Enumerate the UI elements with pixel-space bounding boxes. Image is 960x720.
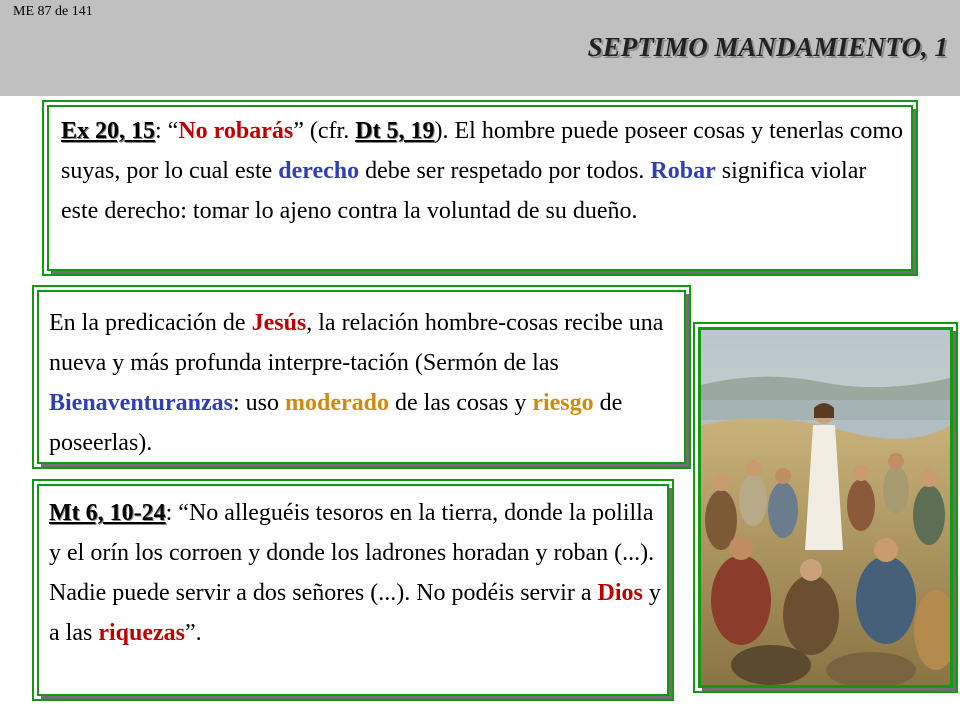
- scripture-ref-matthew[interactable]: Mt 6, 10-24: [49, 500, 166, 526]
- painting-image: [701, 330, 950, 685]
- scripture-ref-exodus[interactable]: Ex 20, 15: [61, 118, 156, 144]
- scripture-ref-deuteronomy[interactable]: Dt 5, 19: [355, 118, 435, 144]
- jesus-teaching-box: [37, 290, 686, 464]
- keyword-derecho: derecho: [278, 158, 360, 184]
- commandment-text: Ex 20, 15: “No robarás” (cfr. Dt 5, 19). El hombre puede poseer cosas y tenerlas como suyas, por lo cual este derecho debe ser respetado por todos. Robar significa violar este derecho: tomar lo ajeno contra la voluntad de su dueño.: [61, 118, 904, 224]
- keyword-moderado: moderado: [285, 390, 390, 416]
- header-bar: [0, 0, 960, 96]
- keyword-dios: Dios: [597, 580, 643, 606]
- keyword-bienaventuranzas: Bienaventuranzas: [49, 390, 234, 416]
- sermon-on-the-mount-painting: [698, 327, 953, 688]
- keyword-riquezas: riquezas: [98, 620, 185, 646]
- keyword-riesgo: riesgo: [532, 390, 594, 416]
- quote-no-robaras: No robarás: [178, 118, 294, 144]
- keyword-robar: Robar: [650, 158, 716, 184]
- matthew-quote-text: Mt 6, 10-24: “No alleguéis tesoros en la tierra, donde la polilla y el orín los corroen y donde los ladrones horadan y roban (...). Nadie puede servir a dos señores (...). No podéis servir a Dios y a las riquezas”.: [49, 500, 661, 646]
- jesus-teaching-text: En la predicación de Jesús, la relación hombre-cosas recibe una nueva y más profunda interpre-tación (Sermón de las Bienaventuranzas: uso moderado de las cosas y riesgo de poseerlas).: [49, 310, 664, 456]
- keyword-jesus: Jesús: [251, 310, 307, 336]
- matthew-quote-box: [37, 484, 669, 696]
- slide-title: SEPTIMO MANDAMIENTO, 1: [587, 32, 948, 62]
- commandment-box: [47, 105, 913, 271]
- page-counter: ME 87 de 141: [13, 4, 93, 19]
